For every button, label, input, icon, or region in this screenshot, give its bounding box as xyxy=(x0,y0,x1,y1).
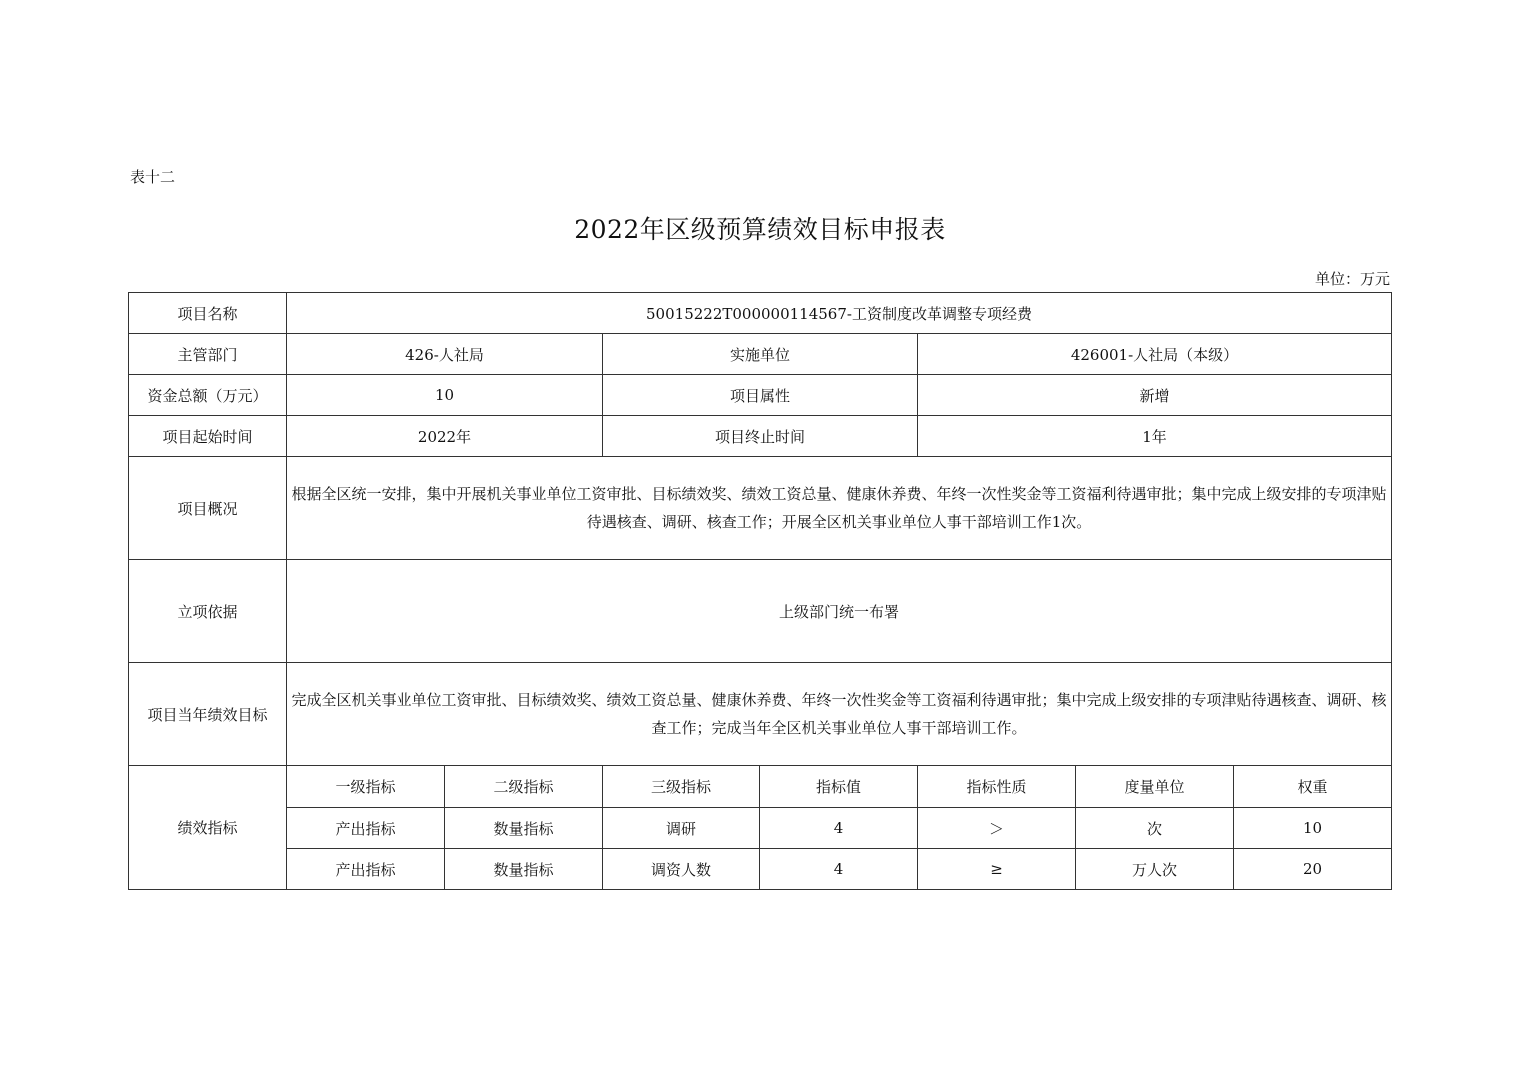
end-time-label: 项目终止时间 xyxy=(603,416,918,457)
start-time-label: 项目起始时间 xyxy=(129,416,287,457)
indicator-level2: 数量指标 xyxy=(445,849,603,890)
indicator-level3: 调资人数 xyxy=(603,849,760,890)
impl-unit-label: 实施单位 xyxy=(603,334,918,375)
basis-label: 立项依据 xyxy=(129,560,287,663)
indicator-level2: 数量指标 xyxy=(445,808,603,849)
header-level3: 三级指标 xyxy=(603,766,760,808)
indicator-value: 4 xyxy=(760,849,918,890)
indicator-level1: 产出指标 xyxy=(287,808,445,849)
indicator-row xyxy=(129,808,1392,849)
row-basis xyxy=(129,560,1392,663)
unit-label: 单位：万元 xyxy=(1314,270,1390,288)
project-attr-label: 项目属性 xyxy=(603,375,918,416)
header-unit: 度量单位 xyxy=(1076,766,1234,808)
start-time-value: 2022年 xyxy=(287,416,603,457)
row-indicator-header xyxy=(129,766,1392,808)
funds-value: 10 xyxy=(287,375,603,416)
funds-label: 资金总额（万元） xyxy=(129,375,287,416)
indicator-unit: 万人次 xyxy=(1076,849,1234,890)
row-overview xyxy=(129,457,1392,560)
row-project-name xyxy=(129,293,1392,334)
indicators-label: 绩效指标 xyxy=(129,766,287,890)
indicator-unit: 次 xyxy=(1076,808,1234,849)
goal-value: 完成全区机关事业单位工资审批、目标绩效奖、绩效工资总量、健康休养费、年终一次性奖金等工资福利待遇审批；集中完成上级安排的专项津贴待遇核查、调研、核查工作；完成当年全区机关事业单位人事干部培训工作。 xyxy=(287,663,1392,766)
indicator-nature: ≥ xyxy=(918,849,1076,890)
goal-label: 项目当年绩效目标 xyxy=(129,663,287,766)
overview-label: 项目概况 xyxy=(129,457,287,560)
impl-unit-value: 426001-人社局（本级） xyxy=(918,334,1392,375)
indicator-nature: ＞ xyxy=(918,808,1076,849)
basis-value: 上级部门统一布署 xyxy=(287,560,1392,663)
header-level2: 二级指标 xyxy=(445,766,603,808)
header-nature: 指标性质 xyxy=(918,766,1076,808)
header-weight: 权重 xyxy=(1234,766,1392,808)
project-attr-value: 新增 xyxy=(918,375,1392,416)
department-value: 426-人社局 xyxy=(287,334,603,375)
row-goal xyxy=(129,663,1392,766)
indicator-level1: 产出指标 xyxy=(287,849,445,890)
row-funds xyxy=(129,375,1392,416)
row-period xyxy=(129,416,1392,457)
project-name-value: 50015222T000000114567-工资制度改革调整专项经费 xyxy=(287,293,1392,334)
performance-target-table xyxy=(128,292,1392,890)
indicator-value: 4 xyxy=(760,808,918,849)
indicator-weight: 10 xyxy=(1234,808,1392,849)
header-level1: 一级指标 xyxy=(287,766,445,808)
indicator-level3: 调研 xyxy=(603,808,760,849)
department-label: 主管部门 xyxy=(129,334,287,375)
overview-value: 根据全区统一安排，集中开展机关事业单位工资审批、目标绩效奖、绩效工资总量、健康休养费、年终一次性奖金等工资福利待遇审批；集中完成上级安排的专项津贴待遇核查、调研、核查工作；开展全区机关事业单位人事干部培训工作1次。 xyxy=(287,457,1392,560)
indicator-weight: 20 xyxy=(1234,849,1392,890)
document-title: 2022年区级预算绩效目标申报表 xyxy=(574,215,946,244)
end-time-value: 1年 xyxy=(918,416,1392,457)
indicator-row xyxy=(129,849,1392,890)
project-name-label: 项目名称 xyxy=(129,293,287,334)
table-number-label: 表十二 xyxy=(130,168,176,186)
row-department xyxy=(129,334,1392,375)
header-value: 指标值 xyxy=(760,766,918,808)
